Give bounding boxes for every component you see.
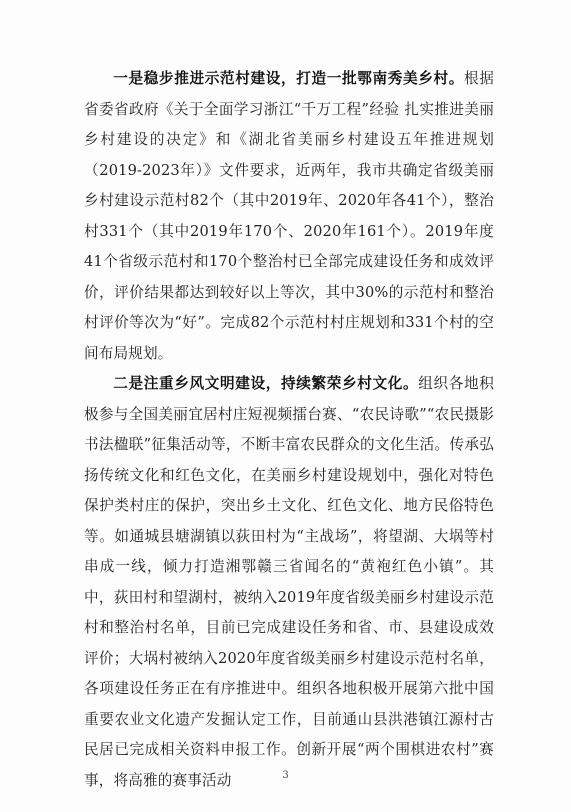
document-body	[84, 64, 494, 796]
paragraph-body-text: 根据省委省政府《关于全面学习浙江“千万工程”经验 扎实推进美丽乡村建设的决定》和《湖北省美丽乡村建设五年推进规划（2019-2023年）》文件要求，近两年，我市共确定省级美丽乡村建设示范村82个（其中2019年、2020年各41个），整治村331个（其中2019年170个、2020年161个）。2019年度41个省级示范村和170个整治村已全部完成建设任务和成效评价，评价结果都达到较好以上等次，其中30%的示范村和整治村评价等次为“好”。完成82个示范村村庄规划和331个村的空间布局规划。	[84, 70, 494, 362]
paragraph-rural-culture	[84, 369, 494, 796]
page-number: 3	[282, 770, 289, 781]
paragraph-lead-heading: 一是稳步推进示范村建设，打造一批鄂南秀美乡村。	[113, 70, 464, 87]
paragraph-demonstration-village	[84, 64, 494, 369]
paragraph-lead-heading: 二是注重乡风文明建设，持续繁荣乡村文化。	[113, 375, 419, 392]
paragraph-body-text: 组织各地积极参与全国美丽宜居村庄短视频擂台赛、“农民诗歌”“农民摄影书法楹联”征集活动等，不断丰富农民群众的文化生活。传承弘扬传统文化和红色文化，在美丽乡村建设规划中，强化对特色保护类村庄的保护，突出乡土文化、红色文化、地方民俗特色等。如通城县塘湖镇以荻田村为“主战场”，将望湖、大埚等村串成一线，倾力打造湘鄂赣三省闻名的“黄袍红色小镇”。其中，荻田村和望湖村，被纳入2019年度省级美丽乡村建设示范村和整治村名单，目前已完成建设任务和省、市、县建设成效评价；大埚村被纳入2020年度省级美丽乡村建设示范村名单，各项建设任务正在有序推进中。组织各地积极开展第六批中国重要农业文化遗产发掘认定工作，目前通山县洪港镇江源村古民居已完成相关资料申报工作。创新开展“两个围棋进农村”赛事，将高雅的赛事活动	[84, 375, 494, 789]
